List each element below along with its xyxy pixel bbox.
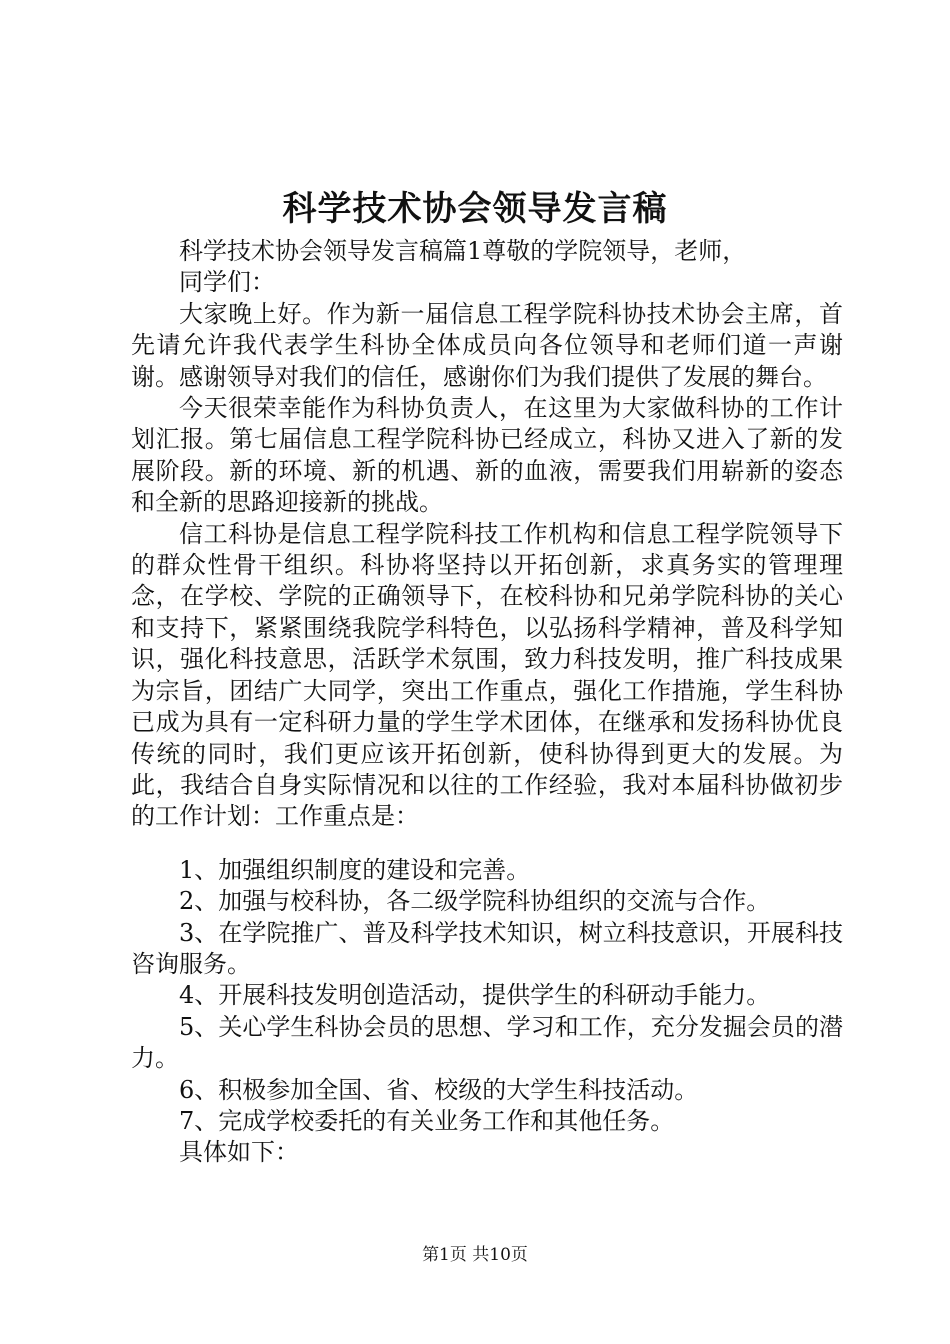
list-item: 4、开展科技发明创造活动，提供学生的科研动手能力。 xyxy=(179,981,771,1010)
paragraph-greeting: 科学技术协会领导发言稿篇1尊敬的学院领导，老师， xyxy=(179,237,747,265)
paragraph-opening: 大家晚上好。作为新一届信息工程学院科协技术协会主席，首先请允许我代表学生科协全体成员向各位领导和老师们道一声谢谢。感谢领导对我们的信任，感谢你们为我们提供了发展的舞台。 xyxy=(131,299,843,391)
list-item: 7、完成学校委托的有关业务工作和其他任务。 xyxy=(179,1106,675,1135)
document-title: 科学技术协会领导发言稿 xyxy=(282,189,668,229)
document-body xyxy=(131,236,843,1169)
paragraph-introduction: 今天很荣幸能作为科协负责人，在这里为大家做科协的工作计划汇报。第七届信息工程学院科协已经成立，科协又进入了新的发展阶段。新的环境、新的机遇、新的血液，需要我们用崭新的姿态和全新的思路迎接新的挑战。 xyxy=(131,394,843,517)
list-item: 5、关心学生科协会员的思想、学习和工作，充分发掘会员的潜力。 xyxy=(131,1012,843,1073)
list-item: 1、加强组织制度的建设和完善。 xyxy=(179,855,531,884)
page-number-footer: 第1页 共10页 xyxy=(422,1245,528,1265)
list-item: 2、加强与校科协，各二级学院科协组织的交流与合作。 xyxy=(179,887,771,916)
list-item: 3、在学院推广、普及科学技术知识，树立科技意识，开展科技咨询服务。 xyxy=(131,918,843,978)
paragraph-work-plan: 信工科协是信息工程学院科技工作机构和信息工程学院领导下的群众性骨干组织。科协将坚持以开拓创新，求真务实的管理理念，在学校、学院的正确领导下，在校科协和兄弟学院科协的关心和支持下，紧紧围绕我院学科特色，以弘扬科学精神，普及科学知识，强化科技意思，活跃学术氛围，致力科技发明，推广科技成果为宗旨，团结广大同学，突出工作重点，强化工作措施，学生科协已成为具有一定科研力量的学生学术团体，在继承和发扬科协优良传统的同时，我们更应该开拓创新，使科协得到更大的发展。为此，我结合自身实际情况和以往的工作经验，我对本届科协做初步的工作计划：工作重点是： xyxy=(131,519,843,831)
paragraph-salutation: 同学们： xyxy=(179,268,275,297)
paragraph-details-lead: 具体如下： xyxy=(179,1138,299,1167)
list-item: 6、积极参加全国、省、校级的大学生科技活动。 xyxy=(179,1075,699,1104)
